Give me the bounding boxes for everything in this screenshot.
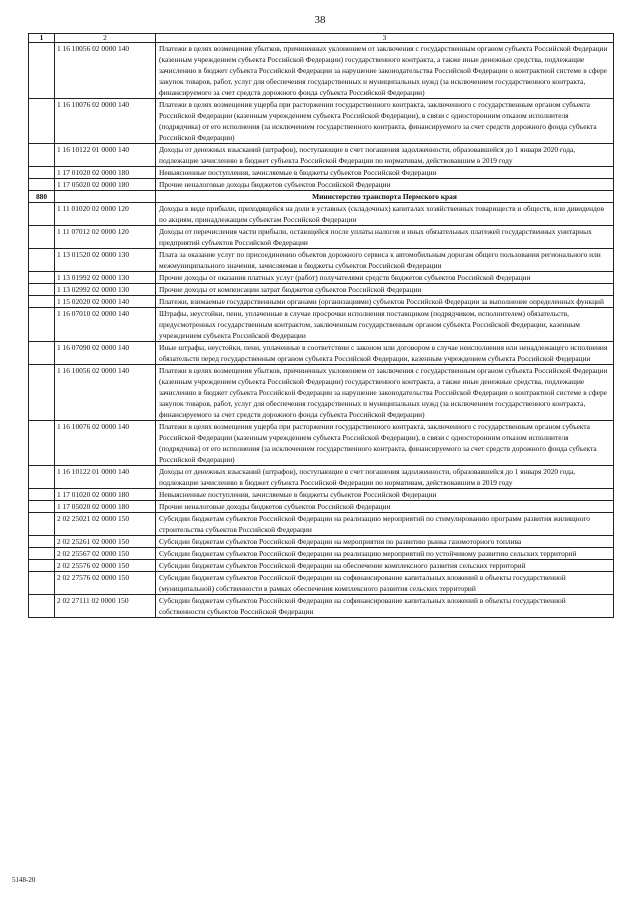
table-row <box>29 560 614 572</box>
revenue-code-cell: 1 11 07012 02 0000 120 <box>55 226 156 249</box>
table-row <box>29 179 614 191</box>
admin-code-cell <box>29 513 55 536</box>
table-row <box>29 342 614 365</box>
table-row <box>29 308 614 342</box>
revenue-code-cell: 1 16 10122 01 0000 140 <box>55 466 156 489</box>
revenue-code-cell: 1 16 10076 02 0000 140 <box>55 99 156 144</box>
admin-code-cell <box>29 308 55 342</box>
admin-code-cell <box>29 595 55 618</box>
admin-code-cell <box>29 365 55 421</box>
table-row <box>29 421 614 466</box>
revenue-code-cell: 1 13 01992 02 0000 130 <box>55 272 156 284</box>
table-row <box>29 284 614 296</box>
revenue-name-cell: Платежи в целях возмещения ущерба при расторжении государственного контракта, заключенного с государственным органом субъекта Российской Федерации (казенным учреждением субъекта Российской Федерации), в связи с односторонним отказом исполнителя (подрядчика) от его исполнения (за исключением государственного контракта, финансируемого за счет средств дорожного фонда субъекта Российской Федерации) <box>156 421 614 466</box>
revenue-name-cell: Доходы от денежных взысканий (штрафов), поступающие в счет погашения задолженности, образовавшейся до 1 января 2020 года, подлежащие зачислению в бюджет субъекта Российской Федерации по нормативам, действовавшим в 2019 году <box>156 466 614 489</box>
table-row <box>29 513 614 536</box>
revenue-name-cell: Платежи в целях возмещения убытков, причиненных уклонением от заключения с государственным органом субъекта Российской Федерации (казенным учреждением субъекта Российской Федерации) государственного контракта, а также иные денежные средства, подлежащие зачислению в бюджет субъекта Российской Федерации за нарушение законодательства Российской Федерации о контрактной системе в сфере закупок товаров, работ, услуг для обеспечения государственных и муниципальных нужд (за исключением государственного контракта, финансируемого за счет средств дорожного фонда субъекта Российской Федерации) <box>156 43 614 99</box>
revenue-code-cell: 1 17 01020 02 0000 180 <box>55 489 156 501</box>
table-header-row <box>29 34 614 43</box>
admin-code-cell <box>29 466 55 489</box>
revenue-code-cell <box>55 191 156 203</box>
revenue-name-cell: Невыясненные поступления, зачисляемые в бюджеты субъектов Российской Федерации <box>156 167 614 179</box>
revenue-name-cell: Невыясненные поступления, зачисляемые в бюджеты субъектов Российской Федерации <box>156 489 614 501</box>
revenue-name-cell: Штрафы, неустойки, пени, уплаченные в случае просрочки исполнения поставщиком (подрядчиком, исполнителем) обязательств, предусмотренных государственным контрактом, заключенным государственным органом субъекта Российской Федерации, казенным учреждением субъекта Российской Федерации <box>156 308 614 342</box>
table-row <box>29 501 614 513</box>
revenue-name-cell: Прочие неналоговые доходы бюджетов субъектов Российской Федерации <box>156 501 614 513</box>
revenue-name-cell: Доходы от денежных взысканий (штрафов), поступающие в счет погашения задолженности, образовавшейся до 1 января 2020 года, подлежащие зачислению в бюджет субъекта Российской Федерации по нормативам, действовавшим в 2019 году <box>156 144 614 167</box>
table-row <box>29 489 614 501</box>
admin-code-cell: 880 <box>29 191 55 203</box>
revenue-name-cell: Доходы от перечисления части прибыли, остающейся после уплаты налогов и иных обязательных платежей государственных унитарных предприятий субъектов Российской Федерации <box>156 226 614 249</box>
admin-code-cell <box>29 99 55 144</box>
admin-code-cell <box>29 272 55 284</box>
admin-code-cell <box>29 249 55 272</box>
admin-code-cell <box>29 144 55 167</box>
ministry-row <box>29 191 614 203</box>
revenue-name-cell: Субсидии бюджетам субъектов Российской Федерации на мероприятия по развитию рынка газомоторного топлива <box>156 536 614 548</box>
revenue-name-cell: Платежи в целях возмещения убытков, причиненных уклонением от заключения с государственным органом субъекта Российской Федерации (казенным учреждением субъекта Российской Федерации) государственного контракта, а также иные денежные средства, подлежащие зачислению в бюджет субъекта Российской Федерации за нарушение законодательства Российской Федерации о контрактной системе в сфере закупок товаров, работ, услуг для обеспечения государственных и муниципальных нужд (за исключением государственного контракта, финансируемого за счет средств дорожного фонда субъекта Российской Федерации) <box>156 365 614 421</box>
revenue-code-cell: 2 02 25261 02 0000 150 <box>55 536 156 548</box>
admin-code-cell <box>29 179 55 191</box>
revenue-name-cell: Субсидии бюджетам субъектов Российской Федерации на софинансирование капитальных вложений в объекты государственной (муниципальной) собственности в рамках обеспечения комплексного развития сельских территорий <box>156 572 614 595</box>
revenue-code-cell: 2 02 27576 02 0000 150 <box>55 572 156 595</box>
admin-code-cell <box>29 167 55 179</box>
table-row <box>29 466 614 489</box>
revenue-name-cell: Субсидии бюджетам субъектов Российской Федерации на реализацию мероприятий по стимулированию программ развития жилищного строительства субъектов Российской Федерации <box>156 513 614 536</box>
table-row <box>29 249 614 272</box>
revenue-name-cell: Иные штрафы, неустойки, пени, уплаченные в соответствии с законом или договором в случае неисполнения или ненадлежащего исполнения обязательств перед государственным органом субъекта Российской Федерации, казенным учреждением субъекта Российской Федерации <box>156 342 614 365</box>
revenue-code-cell: 1 16 07090 02 0000 140 <box>55 342 156 365</box>
revenue-code-cell: 2 02 27111 02 0000 150 <box>55 595 156 618</box>
admin-code-cell <box>29 536 55 548</box>
column-header-1: 1 <box>29 34 55 43</box>
revenue-code-cell: 1 13 02992 02 0000 130 <box>55 284 156 296</box>
revenue-code-cell: 1 16 10122 01 0000 140 <box>55 144 156 167</box>
revenue-code-cell: 1 17 01020 02 0000 180 <box>55 167 156 179</box>
revenue-code-cell: 1 13 01520 02 0000 130 <box>55 249 156 272</box>
document-code: 5148-20 <box>12 876 36 884</box>
revenue-name-cell: Субсидии бюджетам субъектов Российской Федерации на обеспечение комплексного развития сельских территорий <box>156 560 614 572</box>
revenue-code-cell: 2 02 25576 02 0000 150 <box>55 560 156 572</box>
table-row <box>29 203 614 226</box>
table-row <box>29 99 614 144</box>
table-row <box>29 296 614 308</box>
admin-code-cell <box>29 572 55 595</box>
admin-code-cell <box>29 421 55 466</box>
revenue-name-cell: Прочие доходы от компенсации затрат бюджетов субъектов Российской Федерации <box>156 284 614 296</box>
revenue-code-cell: 1 15 02020 02 0000 140 <box>55 296 156 308</box>
revenue-code-cell: 1 16 07010 02 0000 140 <box>55 308 156 342</box>
table-row <box>29 536 614 548</box>
revenue-code-cell: 1 16 10076 02 0000 140 <box>55 421 156 466</box>
revenue-code-cell: 2 02 25567 02 0000 150 <box>55 548 156 560</box>
table-row <box>29 365 614 421</box>
revenue-codes-table <box>28 33 614 618</box>
admin-code-cell <box>29 203 55 226</box>
table-row <box>29 144 614 167</box>
column-header-3: 3 <box>156 34 614 43</box>
admin-code-cell <box>29 501 55 513</box>
table-row <box>29 226 614 249</box>
admin-code-cell <box>29 226 55 249</box>
column-header-2: 2 <box>55 34 156 43</box>
revenue-name-cell: Доходы в виде прибыли, приходящейся на доли в уставных (складочных) капиталах хозяйственных товариществ и обществ, или дивидендов по акциям, принадлежащим субъектам Российской Федерации <box>156 203 614 226</box>
revenue-name-cell: Платежи, взимаемые государственными органами (организациями) субъектов Российской Федерации за выполнение определенных функций <box>156 296 614 308</box>
admin-code-cell <box>29 489 55 501</box>
admin-code-cell <box>29 560 55 572</box>
table-row <box>29 272 614 284</box>
admin-code-cell <box>29 342 55 365</box>
table-row <box>29 167 614 179</box>
table-row <box>29 572 614 595</box>
admin-code-cell <box>29 284 55 296</box>
revenue-name-cell: Министерство транспорта Пермского края <box>156 191 614 203</box>
table-row <box>29 595 614 618</box>
revenue-code-cell: 1 17 05020 02 0000 180 <box>55 179 156 191</box>
revenue-name-cell: Субсидии бюджетам субъектов Российской Федерации на софинансирование капитальных вложений в объекты государственной собственности субъектов Российской Федерации <box>156 595 614 618</box>
page-number: 38 <box>314 14 326 26</box>
revenue-name-cell: Прочие доходы от оказания платных услуг (работ) получателями средств бюджетов субъектов Российской Федерации <box>156 272 614 284</box>
revenue-name-cell: Прочие неналоговые доходы бюджетов субъектов Российской Федерации <box>156 179 614 191</box>
admin-code-cell <box>29 43 55 99</box>
revenue-code-cell: 1 17 05020 02 0000 180 <box>55 501 156 513</box>
table-row <box>29 548 614 560</box>
revenue-code-cell: 1 16 10056 02 0000 140 <box>55 43 156 99</box>
revenue-name-cell: Платежи в целях возмещения ущерба при расторжении государственного контракта, заключенного с государственным органом субъекта Российской Федерации (казенным учреждением субъекта Российской Федерации), в связи с односторонним отказом исполнителя (подрядчика) от его исполнения (за исключением государственного контракта, финансируемого за счет средств дорожного фонда субъекта Российской Федерации) <box>156 99 614 144</box>
admin-code-cell <box>29 296 55 308</box>
revenue-code-cell: 1 16 10056 02 0000 140 <box>55 365 156 421</box>
revenue-name-cell: Плата за оказание услуг по присоединению объектов дорожного сервиса к автомобильным дорогам общего пользования регионального или межмуниципального значения, зачисляемая в бюджеты субъектов Российской Федерации <box>156 249 614 272</box>
revenue-code-cell: 1 11 01020 02 0000 120 <box>55 203 156 226</box>
admin-code-cell <box>29 548 55 560</box>
revenue-name-cell: Субсидии бюджетам субъектов Российской Федерации на реализацию мероприятий по устойчивому развитию сельских территорий <box>156 548 614 560</box>
revenue-code-cell: 2 02 25021 02 0000 150 <box>55 513 156 536</box>
table-row <box>29 43 614 99</box>
